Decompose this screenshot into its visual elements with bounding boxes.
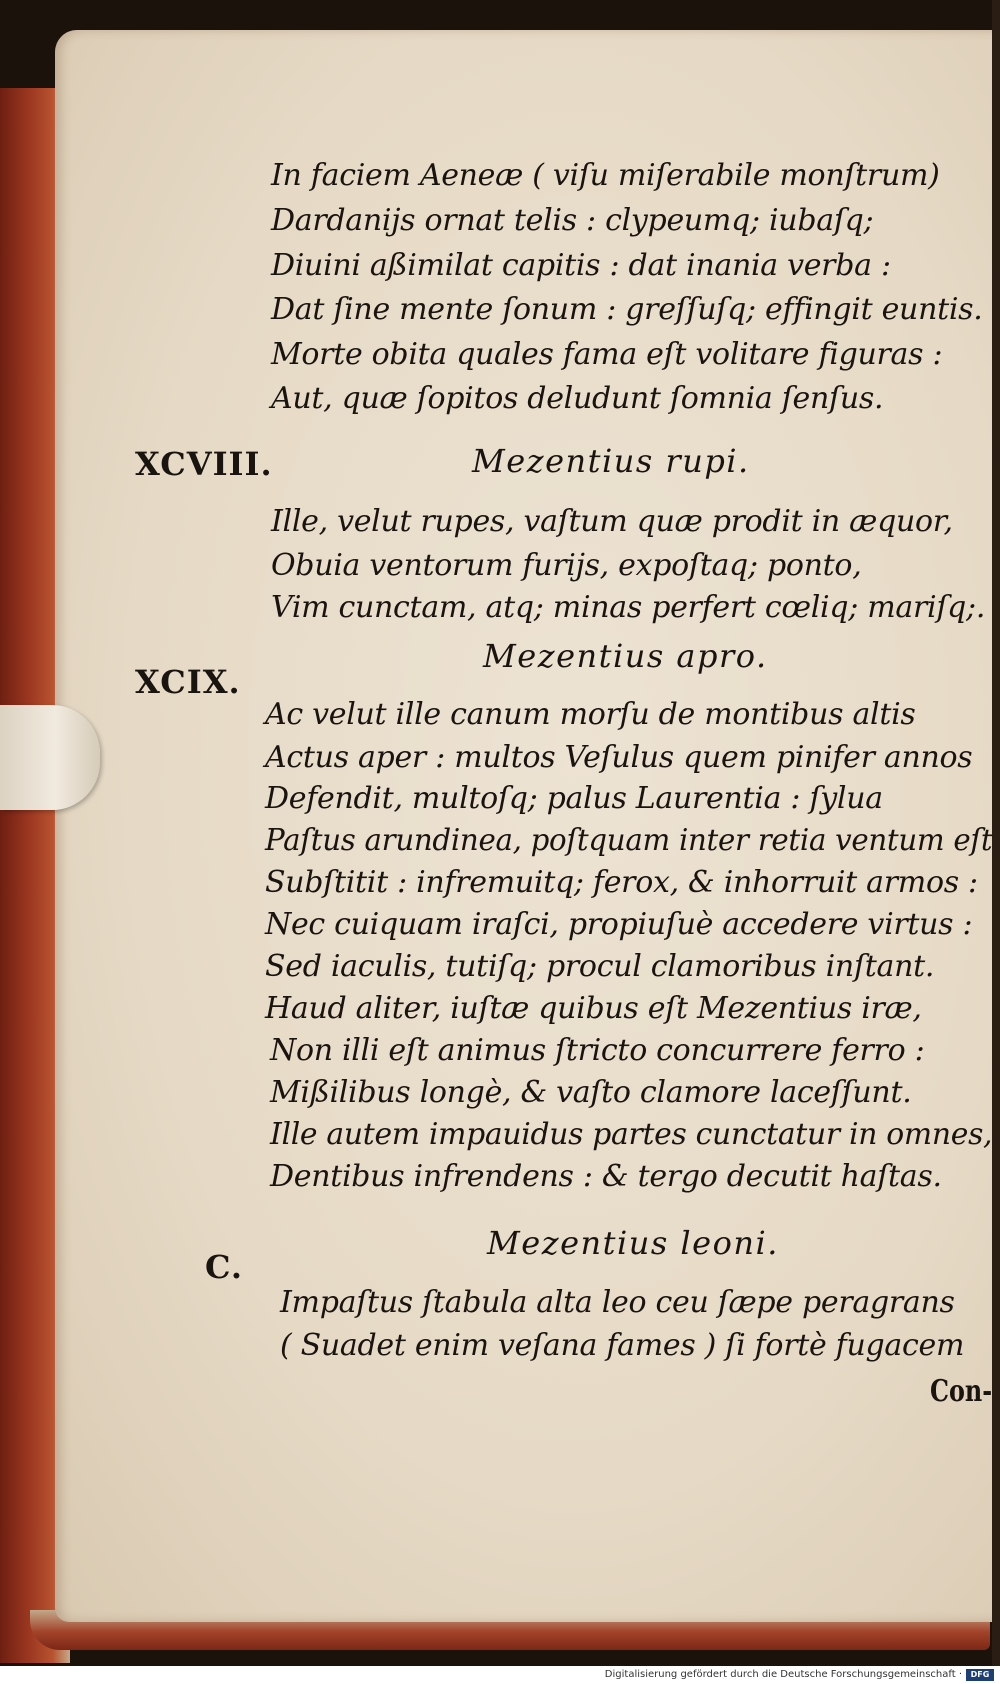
catchword: Con- [930, 1374, 993, 1409]
verse-line: Actus aper : multos Veſulus quem pinifer annos [265, 740, 973, 775]
verse-line: Obuia ventorum furiјs, expoſtaq; ponto, [271, 548, 862, 583]
verse-line: Haud aliter, iuſtæ quibus eſt Mezentius iræ, [265, 991, 922, 1026]
verse-line: Paſtus arundinea, poſtquam inter retia ventum eſt [265, 823, 993, 858]
verse-line: Aut, quæ ſopitos deludunt ſomnia ſenſus. [271, 381, 884, 416]
verse-line: Subſtitit : infremuitq; ferox, & inhorruit armos : [265, 865, 978, 900]
verse-line: Mißilibus longè, & vaſto clamore laceſſunt. [270, 1075, 912, 1110]
verse-line: Ille, velut rupes, vaſtum quæ prodit in æquor, [271, 504, 953, 539]
section-heading: Mezentius leoni. [487, 1224, 779, 1262]
verse-line: Diuini aßimilat capitis : dat inania verba : [271, 248, 891, 283]
verse-line: Vim cunctam, atq; minas perfert cœliq; mariſq;. [271, 590, 986, 625]
verse-line: Dentibus infrendens : & tergo decutit haſtas. [270, 1159, 942, 1194]
verse-line: Impaſtus ſtabula alta leo ceu ſæpe peragrans [280, 1285, 955, 1320]
verse-line: Nec cuiquam iraſci, propiuſuè accedere virtus : [265, 907, 973, 942]
verse-line: Dat ſine mente ſonum : greſſuſq; effingit euntis. [271, 292, 983, 327]
verse-line: Dardaniјs ornat telis : clypeumq; iubaſq; [271, 203, 874, 238]
verse-line: Ille autem impauidus partes cunctatur in omnes, [270, 1117, 993, 1152]
section-numeral: C. [205, 1248, 244, 1286]
verse-line: Sed iaculis, tutiſq; procul clamoribus inſtant. [265, 949, 935, 984]
verse-line: Defendit, multoſq; palus Laurentia : ſylua [265, 781, 883, 816]
footer-credit: Digitalisierung gefördert durch die Deutsche Forschungsgemeinschaft · [604, 1669, 962, 1680]
verse-line: In faciem Aeneæ ( viſu miſerabile monſtrum) [271, 158, 940, 193]
verse-line: Ac velut ille canum morſu de montibus altis [265, 697, 916, 732]
section-heading: Mezentius rupi. [472, 442, 750, 480]
section-heading: Mezentius apro. [483, 637, 768, 675]
section-numeral: XCVIII. [135, 445, 273, 483]
verse-line: ( Suadet enim veſana fames ) ſi fortè fugacem [280, 1328, 965, 1363]
verse-line: Morte obita quales fama eſt volitare figuras : [271, 337, 943, 372]
digitization-footer [0, 1666, 1000, 1684]
section-numeral: XCIX. [135, 663, 241, 701]
verse-line: Non illi eſt animus ſtricto concurrere ferro : [270, 1033, 925, 1068]
dfg-logo: DFG [966, 1669, 994, 1681]
